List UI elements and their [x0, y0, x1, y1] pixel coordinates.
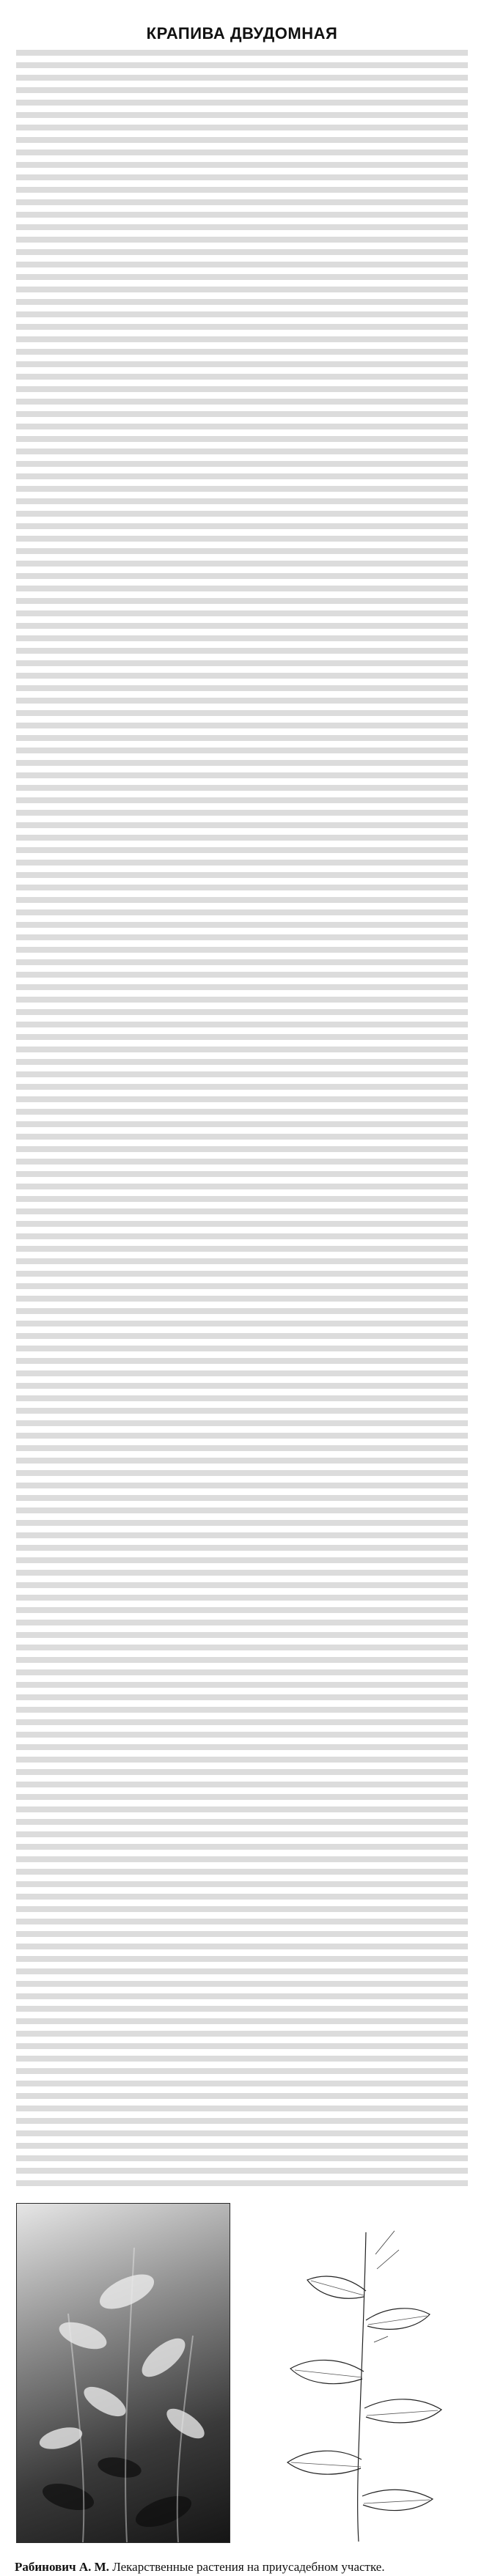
- author-name: Рабинович А. М.: [15, 2560, 109, 2574]
- nettle-photo-art: [17, 2204, 230, 2542]
- nettle-photo: [16, 2203, 230, 2543]
- article-body-text: [16, 45, 468, 2191]
- nettle-drawing-art: [238, 2203, 468, 2542]
- article-signature: [15, 2558, 469, 2576]
- nettle-drawing: [238, 2203, 468, 2542]
- source-title: Лекарственные растения на приусадебном участке.: [112, 2560, 385, 2574]
- article-title: КРАПИВА ДВУДОМНАЯ: [146, 23, 338, 43]
